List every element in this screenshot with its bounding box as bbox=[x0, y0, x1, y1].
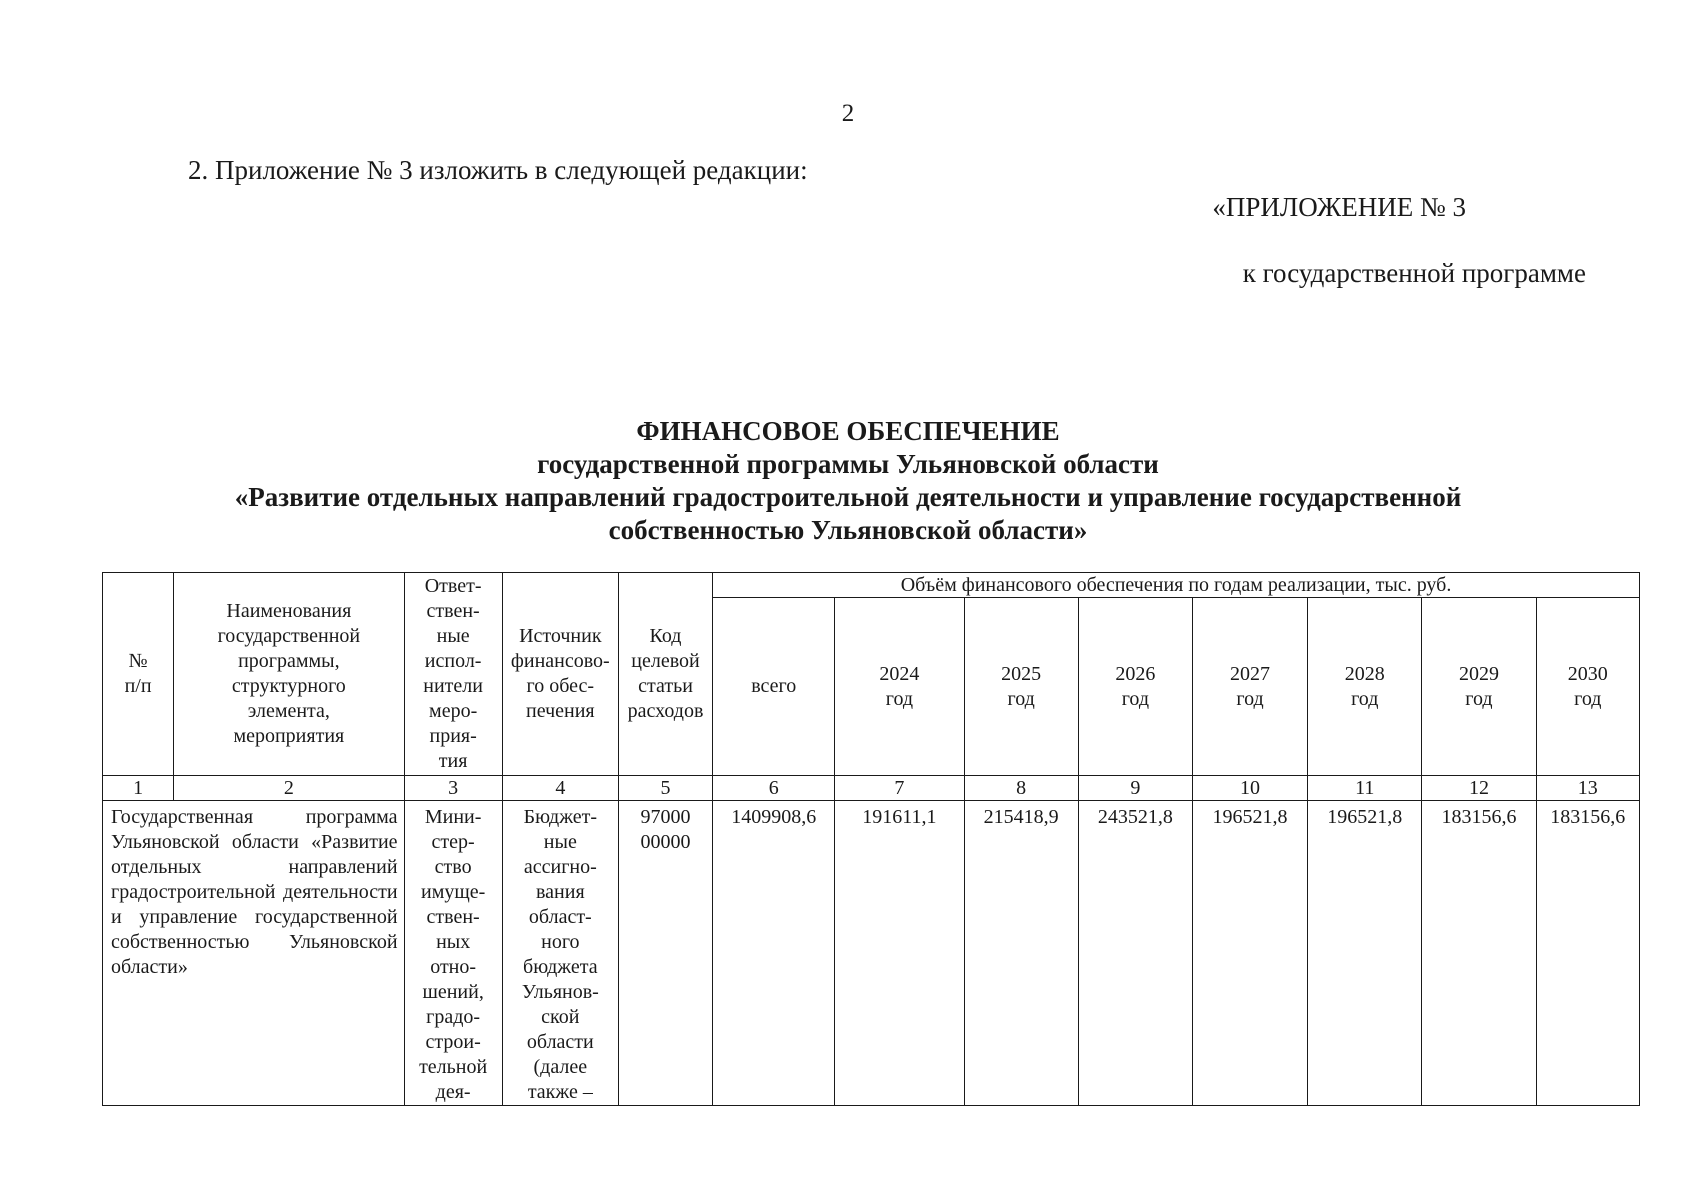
year-2025-cell: 215418,9 bbox=[964, 801, 1078, 1106]
header-year-2027: 2027 год bbox=[1192, 598, 1307, 776]
header-year-2024: 2024 год bbox=[835, 598, 964, 776]
header-responsible: Ответ- ствен- ные испол- нители меро- прия- тия bbox=[404, 573, 502, 776]
column-number: 5 bbox=[618, 776, 712, 801]
document-title bbox=[0, 415, 1696, 547]
column-number: 12 bbox=[1422, 776, 1536, 801]
source-cell: Бюджет- ные ассигно- вания област- ного бюджета Ульянов- ской области (далее также – bbox=[502, 801, 618, 1106]
total-cell: 1409908,6 bbox=[713, 801, 835, 1106]
header-num: № п/п bbox=[103, 573, 174, 776]
year-2028-cell: 196521,8 bbox=[1308, 801, 1422, 1106]
header-source: Источник финансово- го обес- печения bbox=[502, 573, 618, 776]
year-2026-cell: 243521,8 bbox=[1078, 801, 1192, 1106]
header-code: Код целевой статьи расходов bbox=[618, 573, 712, 776]
header-year-2028: 2028 год bbox=[1308, 598, 1422, 776]
column-number: 10 bbox=[1192, 776, 1307, 801]
intro-text: 2. Приложение № 3 изложить в следующей редакции: bbox=[188, 155, 808, 185]
document-title-line-1: ФИНАНСОВОЕ ОБЕСПЕЧЕНИЕ bbox=[636, 416, 1060, 446]
column-number: 3 bbox=[404, 776, 502, 801]
year-2029-cell: 183156,6 bbox=[1422, 801, 1536, 1106]
document-title-line-3: «Развитие отдельных направлений градостроительной деятельности и управление государственной bbox=[234, 482, 1462, 512]
column-number: 2 bbox=[174, 776, 404, 801]
responsible-cell: Мини- стер- ство имуще- ствен- ных отно- шений, градо- строи- тельной дея- bbox=[404, 801, 502, 1106]
column-number-row bbox=[103, 776, 1640, 801]
header-year-2026: 2026 год bbox=[1078, 598, 1192, 776]
page-number: 2 bbox=[841, 100, 855, 127]
table-row bbox=[103, 801, 1640, 1106]
document-title-line-2: государственной программы Ульяновской области bbox=[537, 449, 1159, 479]
year-2030-cell: 183156,6 bbox=[1536, 801, 1639, 1106]
appendix-title: «ПРИЛОЖЕНИЕ № 3 bbox=[1212, 192, 1466, 222]
column-number: 8 bbox=[964, 776, 1078, 801]
financing-table bbox=[102, 572, 1640, 1106]
code-cell: 97000 00000 bbox=[618, 801, 712, 1106]
column-number: 4 bbox=[502, 776, 618, 801]
program-name-cell: Государственная программа Ульяновской области «Развитие отдельных направлений градостроительной деятельности и управление государственной собственностью Ульяновской области» bbox=[103, 801, 405, 1106]
column-number: 9 bbox=[1078, 776, 1192, 801]
year-2027-cell: 196521,8 bbox=[1192, 801, 1307, 1106]
header-total: всего bbox=[713, 598, 835, 776]
header-name: Наименования государственной программы, структурного элемента, мероприятия bbox=[174, 573, 404, 776]
column-number: 11 bbox=[1308, 776, 1422, 801]
year-2024-cell: 191611,1 bbox=[835, 801, 964, 1106]
column-number: 13 bbox=[1536, 776, 1639, 801]
column-number: 6 bbox=[713, 776, 835, 801]
header-volume-group: Объём финансового обеспечения по годам реализации, тыс. руб. bbox=[713, 573, 1640, 598]
column-number: 7 bbox=[835, 776, 964, 801]
document-title-line-4: собственностью Ульяновской области» bbox=[608, 515, 1088, 545]
header-year-2030: 2030 год bbox=[1536, 598, 1639, 776]
header-year-2029: 2029 год bbox=[1422, 598, 1536, 776]
column-number: 1 bbox=[103, 776, 174, 801]
header-year-2025: 2025 год bbox=[964, 598, 1078, 776]
appendix-subtitle: к государственной программе bbox=[1242, 258, 1586, 288]
